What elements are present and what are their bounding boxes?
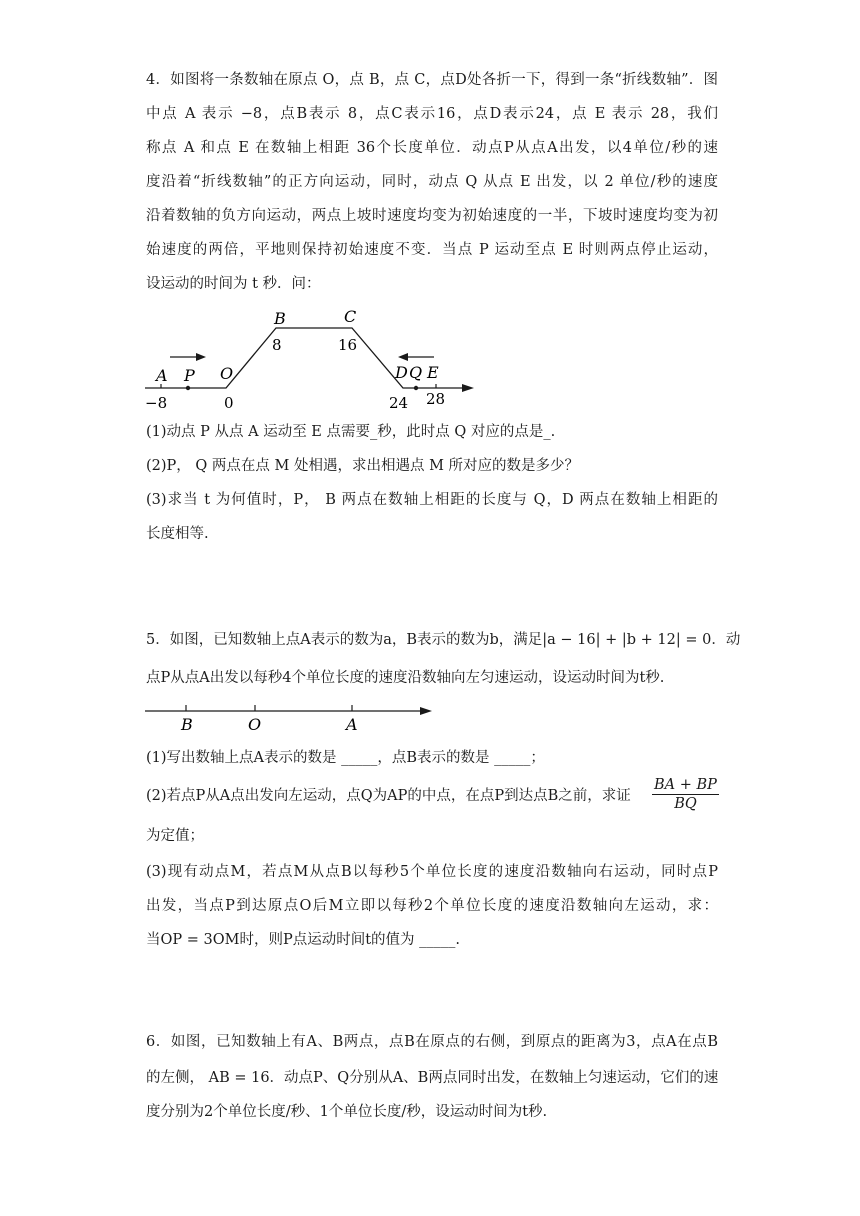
label-O: O xyxy=(248,715,262,734)
label-B: B xyxy=(274,309,286,328)
label-Q: Q xyxy=(409,363,423,382)
number-line-figure xyxy=(140,700,440,736)
q-arrowhead xyxy=(398,353,408,361)
label-A: A xyxy=(346,715,358,734)
axis-arrowhead xyxy=(420,707,432,715)
axis-arrowhead xyxy=(462,384,474,392)
q4-line-1: 4．如图将一条数轴在原点 O，点 B，点 C，点D处各折一下，得到一条“折线数轴”．图 xyxy=(146,72,718,88)
q5-sub2-line-2: 为定值； xyxy=(146,828,204,844)
label-P: P xyxy=(184,366,195,385)
q6-line-3: 度分别为2个单位长度/秒、1个单位长度/秒，设运动时间为t秒. xyxy=(146,1104,548,1120)
q5-sub3-line-3: 当OP = 3OM时，则P点运动时间t的值为 _____. xyxy=(146,932,461,948)
label-O: O xyxy=(220,364,234,383)
number-24: 24 xyxy=(389,394,409,412)
number-28: 28 xyxy=(426,390,446,408)
point-q-dot xyxy=(414,386,418,390)
label-E: E xyxy=(427,363,439,382)
number-8: 8 xyxy=(272,336,282,354)
fraction-denominator: BQ xyxy=(674,796,697,812)
q5-sub2-line-1: (2)若点P从A点出发向左运动，点Q为AP的中点，在点P到达点B之前，求证 xyxy=(146,788,631,804)
q4-line-6: 始速度的两倍，平地则保持初始速度不变．当点 P 运动至点 E 时则两点停止运动， xyxy=(146,242,718,258)
label-A: A xyxy=(156,366,168,385)
q4-sub3-line-2: 长度相等. xyxy=(146,526,209,542)
q5-sub3-line-1: (3)现有动点M，若点M从点B以每秒5个单位长度的速度沿数轴向右运动，同时点P xyxy=(146,864,718,880)
label-D: D xyxy=(395,363,408,382)
number-neg8: −8 xyxy=(145,394,168,412)
fraction-numerator: BA + BP xyxy=(654,777,717,793)
q5-fraction xyxy=(648,776,719,813)
folded-number-line-figure xyxy=(140,300,490,418)
q6-line-2: 的左侧， AB = 16．动点P、Q分别从A、B两点同时出发，在数轴上匀速运动，它们的速 xyxy=(146,1070,719,1086)
q4-line-5: 沿着数轴的负方向运动，两点上坡时速度均变为初始速度的一半，下坡时速度均变为初 xyxy=(146,208,718,224)
q4-sub1: (1)动点 P 从点 A 运动至 E 点需要_秒，此时点 Q 对应的点是_. xyxy=(146,424,556,440)
q6-line-1: 6．如图，已知数轴上有A、B两点，点B在原点的右侧，到原点的距离为3，点A在点B xyxy=(146,1034,718,1050)
q4-sub3-line-1: (3)求当 t 为何值时，P， B 两点在数轴上相距的长度与 Q，D 两点在数轴上相距的 xyxy=(146,492,718,508)
q4-line-7: 设运动的时间为 t 秒．问： xyxy=(146,276,321,292)
q5-sub1: (1)写出数轴上点A表示的数是 _____，点B表示的数是 _____； xyxy=(146,750,545,766)
q5-sub3-line-2: 出发，当点P到达原点O后M立即以每秒2个单位长度的速度沿数轴向左运动，求： xyxy=(146,898,718,914)
label-C: C xyxy=(344,307,357,326)
point-p-dot xyxy=(186,386,190,390)
number-16: 16 xyxy=(338,336,358,354)
q4-line-2: 中点 A 表示 −8，点B表示 8，点C表示16，点D表示24，点 E 表示 28，我们 xyxy=(146,106,718,122)
label-B: B xyxy=(181,715,193,734)
q4-sub2: (2)P， Q 两点在点 M 处相遇，求出相遇点 M 所对应的数是多少？ xyxy=(146,458,580,474)
q5-line-1: 5．如图，已知数轴上点A表示的数为a，B表示的数为b，满足|a − 16| + |b + 12| = 0．动 xyxy=(146,632,741,648)
number-0: 0 xyxy=(224,394,234,412)
p-arrowhead xyxy=(196,353,206,361)
q4-line-4: 度沿着“折线数轴”的正方向运动，同时，动点 Q 从点 E 出发，以 2 单位/秒的速度 xyxy=(146,174,718,190)
q5-line-2: 点P从点A出发以每秒4个单位长度的速度沿数轴向左匀速运动，设运动时间为t秒. xyxy=(146,670,665,686)
q4-line-3: 称点 A 和点 E 在数轴上相距 36个长度单位．动点P从点A出发，以4单位/秒的速 xyxy=(146,140,718,156)
